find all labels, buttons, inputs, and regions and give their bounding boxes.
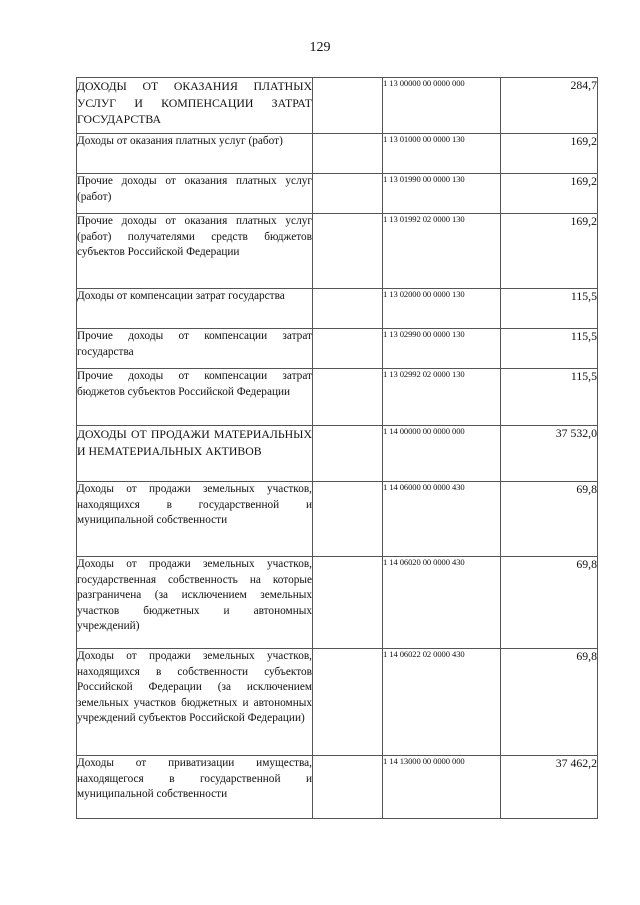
- table-row: [77, 557, 598, 649]
- table-row: [77, 174, 598, 214]
- table-row: [77, 482, 598, 557]
- row-empty-cell: [313, 369, 383, 426]
- row-code-cell: 1 14 06022 02 0000 430: [383, 649, 501, 756]
- table-row: [77, 78, 598, 134]
- row-empty-cell: [313, 78, 383, 134]
- row-amount-cell: 115,5: [501, 369, 598, 426]
- table-row: [77, 756, 598, 819]
- row-name-cell: Прочие доходы от оказания платных услуг (работ): [77, 174, 313, 214]
- row-empty-cell: [313, 482, 383, 557]
- revenue-table: [76, 77, 598, 819]
- row-amount-cell: 115,5: [501, 329, 598, 369]
- row-amount-cell: 284,7: [501, 78, 598, 134]
- row-amount-cell: 69,8: [501, 557, 598, 649]
- row-code-cell: 1 14 06020 00 0000 430: [383, 557, 501, 649]
- row-name-cell: ДОХОДЫ ОТ ПРОДАЖИ МАТЕРИАЛЬНЫХ И НЕМАТЕРИАЛЬНЫХ АКТИВОВ: [77, 426, 313, 482]
- table-row: [77, 289, 598, 329]
- row-amount-cell: 169,2: [501, 174, 598, 214]
- row-empty-cell: [313, 426, 383, 482]
- row-empty-cell: [313, 557, 383, 649]
- row-code-cell: 1 13 01992 02 0000 130: [383, 214, 501, 289]
- row-amount-cell: 69,8: [501, 482, 598, 557]
- row-code-cell: 1 14 13000 00 0000 000: [383, 756, 501, 819]
- row-name-cell: Доходы от продажи земельных участков, находящихся в собственности субъектов Российской Федерации (за исключением земельных участков бюджетных и автономных учреждений субъектов Российской Федерации): [77, 649, 313, 756]
- page-number: 129: [309, 40, 331, 55]
- table-row: [77, 214, 598, 289]
- row-amount-cell: 37 462,2: [501, 756, 598, 819]
- row-empty-cell: [313, 649, 383, 756]
- row-code-cell: 1 13 01000 00 0000 130: [383, 134, 501, 174]
- row-code-cell: 1 13 02992 02 0000 130: [383, 369, 501, 426]
- row-amount-cell: 69,8: [501, 649, 598, 756]
- row-name-cell: Доходы от компенсации затрат государства: [77, 289, 313, 329]
- revenue-table-body: [77, 78, 598, 819]
- row-code-cell: 1 13 02000 00 0000 130: [383, 289, 501, 329]
- row-name-cell: ДОХОДЫ ОТ ОКАЗАНИЯ ПЛАТНЫХ УСЛУГ И КОМПЕНСАЦИИ ЗАТРАТ ГОСУДАРСТВА: [77, 78, 313, 134]
- row-name-cell: Прочие доходы от компенсации затрат бюджетов субъектов Российской Федерации: [77, 369, 313, 426]
- row-empty-cell: [313, 329, 383, 369]
- table-row: [77, 329, 598, 369]
- row-amount-cell: 169,2: [501, 214, 598, 289]
- row-code-cell: 1 13 00000 00 0000 000: [383, 78, 501, 134]
- row-code-cell: 1 13 02990 00 0000 130: [383, 329, 501, 369]
- row-empty-cell: [313, 134, 383, 174]
- row-amount-cell: 37 532,0: [501, 426, 598, 482]
- row-name-cell: Доходы от оказания платных услуг (работ): [77, 134, 313, 174]
- table-row: [77, 426, 598, 482]
- row-amount-cell: 115,5: [501, 289, 598, 329]
- row-empty-cell: [313, 214, 383, 289]
- table-row: [77, 649, 598, 756]
- row-empty-cell: [313, 289, 383, 329]
- row-empty-cell: [313, 756, 383, 819]
- row-name-cell: Доходы от приватизации имущества, находящегося в государственной и муниципальной собственности: [77, 756, 313, 819]
- row-code-cell: 1 14 00000 00 0000 000: [383, 426, 501, 482]
- row-empty-cell: [313, 174, 383, 214]
- row-code-cell: 1 13 01990 00 0000 130: [383, 174, 501, 214]
- row-amount-cell: 169,2: [501, 134, 598, 174]
- table-row: [77, 369, 598, 426]
- row-name-cell: Прочие доходы от компенсации затрат государства: [77, 329, 313, 369]
- row-code-cell: 1 14 06000 00 0000 430: [383, 482, 501, 557]
- table-row: [77, 134, 598, 174]
- row-name-cell: Доходы от продажи земельных участков, находящихся в государственной и муниципальной собственности: [77, 482, 313, 557]
- row-name-cell: Прочие доходы от оказания платных услуг (работ) получателями средств бюджетов субъектов Российской Федерации: [77, 214, 313, 289]
- row-name-cell: Доходы от продажи земельных участков, государственная собственность на которые разграничена (за исключением земельных участков бюджетных и автономных учреждений): [77, 557, 313, 649]
